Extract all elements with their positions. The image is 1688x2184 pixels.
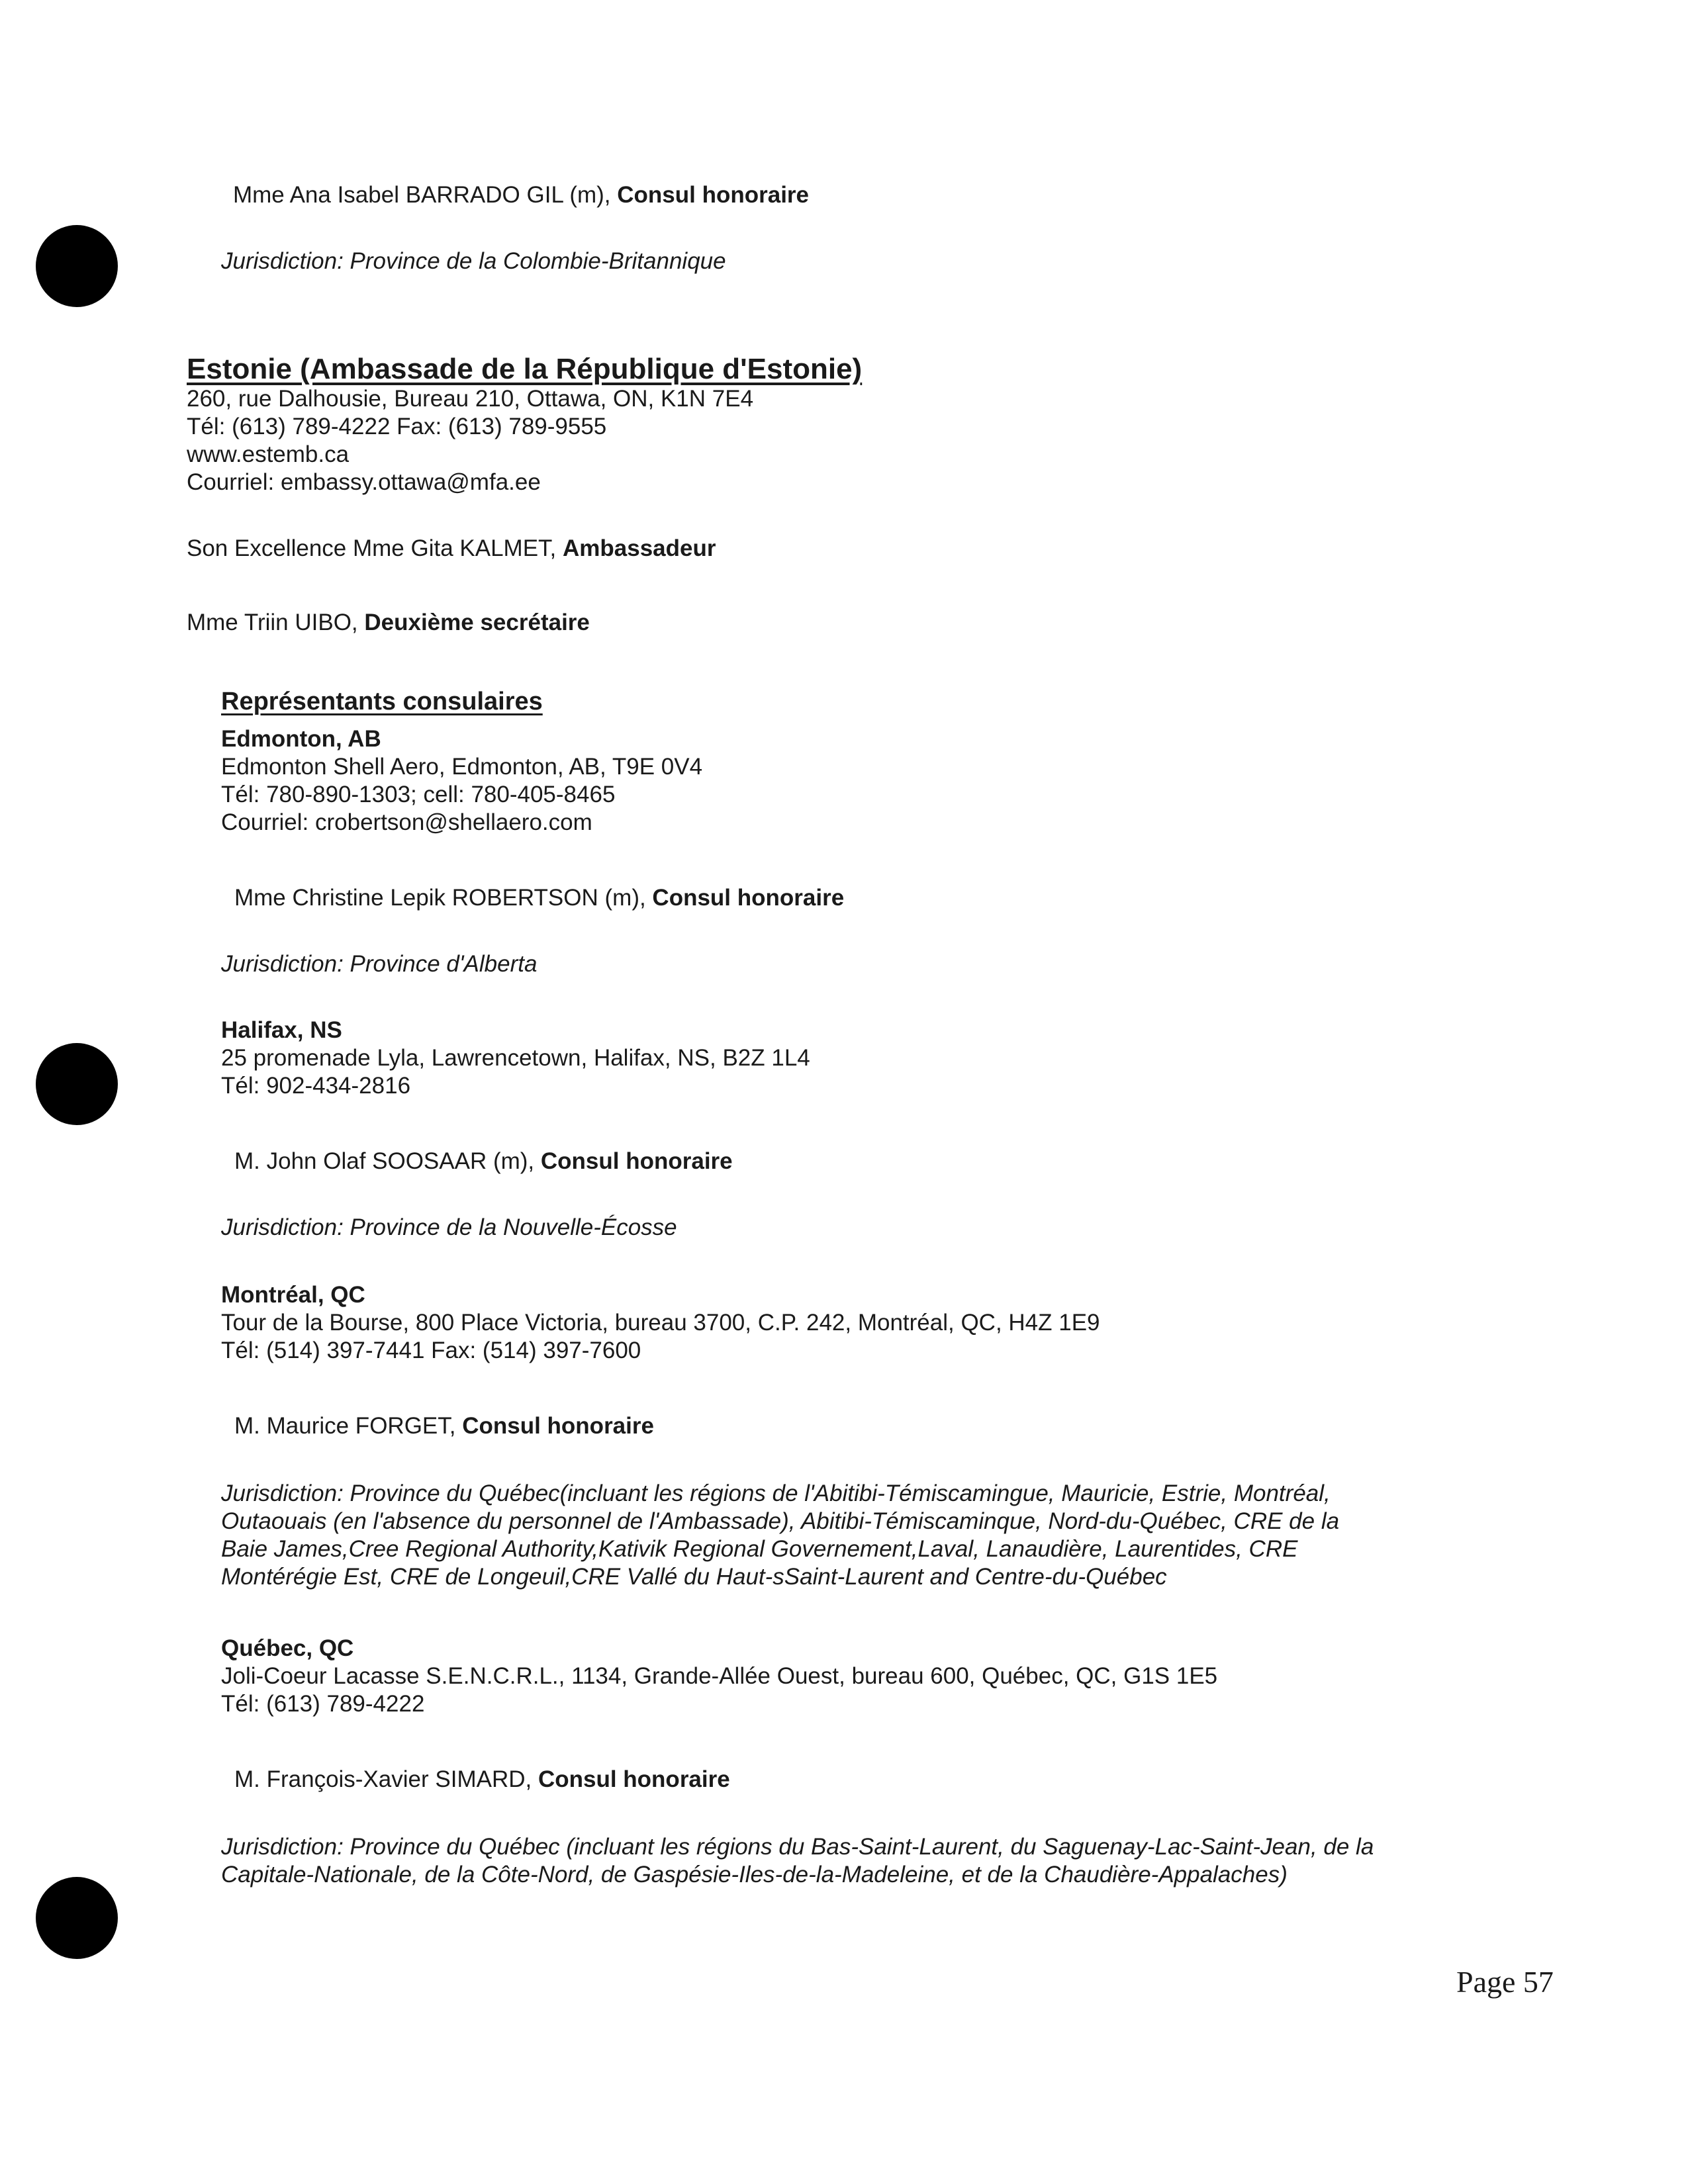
office-line: Edmonton Shell Aero, Edmonton, AB, T9E 0V4 — [221, 754, 703, 780]
jurisdiction-line: Jurisdiction: Province du Québec (incluant les régions du Bas-Saint-Laurent, du Saguenay-Lac-Saint-Jean, de la — [221, 1834, 1374, 1860]
office-city: Québec, QC — [221, 1635, 354, 1661]
office-line: Courriel: crobertson@shellaero.com — [221, 809, 592, 835]
office-line: Tél: 780-890-1303; cell: 780-405-8465 — [221, 782, 616, 807]
consul-entry — [234, 1766, 730, 1794]
person-name: Mme Christine Lepik ROBERTSON (m), — [234, 885, 653, 911]
punch-hole — [36, 225, 118, 307]
consul-entry — [233, 181, 809, 209]
office-city: Halifax, NS — [221, 1017, 342, 1043]
jurisdiction: Jurisdiction: Province de la Colombie-Britannique — [221, 248, 726, 274]
person-name: M. Maurice FORGET, — [234, 1413, 463, 1439]
person-name: M. François-Xavier SIMARD, — [234, 1766, 538, 1792]
office-line: 25 promenade Lyla, Lawrencetown, Halifax, NS, B2Z 1L4 — [221, 1045, 810, 1071]
office-line: Tél: (613) 789-4222 — [221, 1691, 425, 1717]
person-title: Consul honoraire — [462, 1413, 654, 1439]
embassy-address: 260, rue Dalhousie, Bureau 210, Ottawa, ON, K1N 7E4 — [187, 386, 754, 412]
jurisdiction-line: Baie James,Cree Regional Authority,Kativik Regional Governement,Laval, Lanaudière, Laurentides, CRE — [221, 1536, 1298, 1562]
office-line: Joli-Coeur Lacasse S.E.N.C.R.L., 1134, Grande-Allée Ouest, bureau 600, Québec, QC, G1S 1E5 — [221, 1663, 1218, 1689]
office-city: Montréal, QC — [221, 1282, 365, 1308]
person-name: Mme Triin UIBO, — [187, 610, 365, 635]
jurisdiction: Jurisdiction: Province de la Nouvelle-Écosse — [221, 1214, 677, 1240]
jurisdiction-line: Jurisdiction: Province du Québec(incluant les régions de l'Abitibi-Témiscamingue, Mauricie, Estrie, Montréal, — [221, 1480, 1331, 1506]
office-line: Tél: (514) 397-7441 Fax: (514) 397-7600 — [221, 1338, 641, 1363]
staff-entry — [187, 535, 716, 563]
jurisdiction-line: Montérégie Est, CRE de Longeuil,CRE Vallé du Haut-sSaint-Laurent and Centre-du-Québec — [221, 1564, 1167, 1590]
person-title: Consul honoraire — [652, 885, 845, 911]
person-title: Consul honoraire — [540, 1148, 733, 1174]
page-number: Page 57 — [1456, 1965, 1554, 1999]
office-line: Tél: 902-434-2816 — [221, 1073, 411, 1099]
office-halifax — [221, 1017, 810, 1100]
office-montreal — [221, 1281, 1100, 1365]
consular-heading: Représentants consulaires — [221, 688, 543, 715]
punch-hole — [36, 1043, 118, 1125]
embassy-phone: Tél: (613) 789-4222 Fax: (613) 789-9555 — [187, 414, 607, 439]
person-name: M. John Olaf SOOSAAR (m), — [234, 1148, 541, 1174]
person-name: Son Excellence Mme Gita KALMET, — [187, 535, 563, 561]
office-edmonton — [221, 725, 702, 837]
consul-entry — [234, 1412, 654, 1440]
consul-entry — [234, 884, 844, 912]
person-title: Deuxième secrétaire — [364, 610, 590, 635]
jurisdiction-line: Outaouais (en l'absence du personnel de l'Ambassade), Abitibi-Témiscaminque, Nord-du-Québec, CRE de la — [221, 1508, 1340, 1534]
person-name: Mme Ana Isabel BARRADO GIL (m), — [233, 182, 618, 208]
jurisdiction-line: Capitale-Nationale, de la Côte-Nord, de Gaspésie-Iles-de-la-Madeleine, et de la Chaudière-Appalaches) — [221, 1862, 1288, 1888]
office-line: Tour de la Bourse, 800 Place Victoria, bureau 3700, C.P. 242, Montréal, QC, H4Z 1E9 — [221, 1310, 1100, 1336]
person-title: Consul honoraire — [617, 182, 810, 208]
jurisdiction: Jurisdiction: Province d'Alberta — [221, 951, 538, 977]
jurisdiction — [221, 1833, 1374, 1889]
consul-entry — [234, 1148, 733, 1175]
embassy-contact — [187, 385, 753, 496]
staff-entry — [187, 609, 590, 637]
embassy-email: Courriel: embassy.ottawa@mfa.ee — [187, 469, 541, 495]
embassy-website: www.estemb.ca — [187, 441, 350, 467]
punch-hole — [36, 1877, 118, 1959]
person-title: Consul honoraire — [538, 1766, 730, 1792]
office-city: Edmonton, AB — [221, 726, 381, 752]
person-title: Ambassadeur — [563, 535, 716, 561]
embassy-heading: Estonie (Ambassade de la République d'Estonie) — [187, 353, 863, 385]
office-quebec — [221, 1635, 1217, 1718]
jurisdiction — [221, 1480, 1339, 1591]
